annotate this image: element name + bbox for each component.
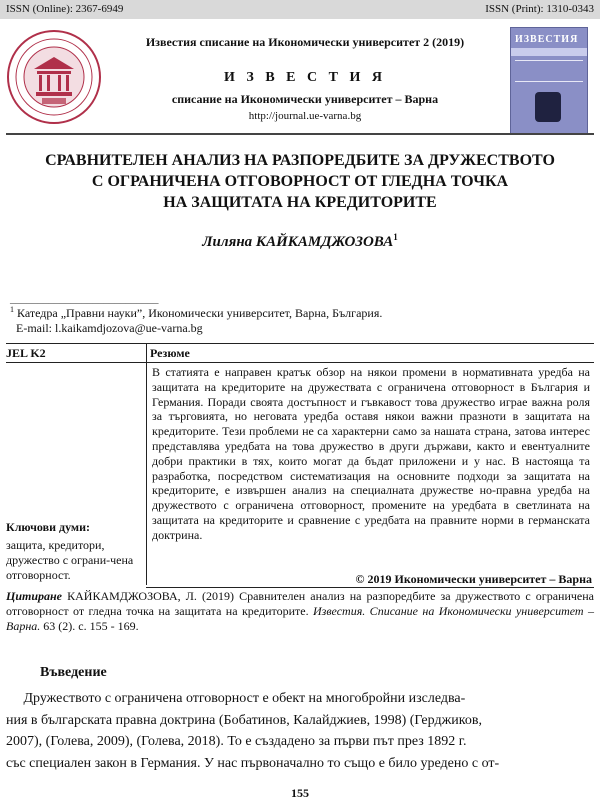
footnote-number: 1: [10, 305, 14, 314]
body-text: [6, 688, 594, 774]
article-title: [20, 150, 580, 213]
body-line-2: ния в българската правна доктрина (Бобатинов, Калайджиев, 1998) (Герджиков,: [6, 712, 482, 728]
cover-band: [511, 48, 587, 56]
abstract-text: В статията е направен кратък обзор на някои промени в нормативната уредба на защитата на кредиторите на дружествата с ограничена отговорност в България и Германия. Поради своята достъпност и гъвкавост това дружество играе важна роля за търговията, но неговата уредба оставя някои важни празноти в защитата на кредиторите. Тези проблеми не са характерни само за нашата страна, затова интерес представлява уредбата на това дружество в други държави, както и евентуалните добри практики в тях, които могат да бъдат приложени и у нас. В настояща та разработка, посредством систематизация на основните подходи за защитата на кредиторите, е извършен анализ на специалната дружестве но-правна уредба на дружеството с ограничена отговорност, промените на уредбата в светлината на защитата на кредиторите и сравнение с уредбата на правните норми в германската доктрина.: [152, 365, 590, 542]
abstract-bottom-rule: [146, 587, 594, 588]
journal-issue-line: Известия списание на Икономически университет 2 (2019): [145, 35, 465, 49]
body-line-4: със специален закон в Германия. У нас първоначално то също е било уредено с от-: [6, 755, 500, 771]
title-line-1: СРАВНИТЕЛЕН АНАЛИЗ НА РАЗПОРЕДБИТЕ ЗА ДРУЖЕСТВОТО: [45, 152, 555, 169]
footnote-email[interactable]: E-mail: l.kaikamdjozova@ue-varna.bg: [16, 321, 203, 335]
journal-url[interactable]: http://journal.ue-varna.bg: [248, 110, 362, 122]
cover-lines: [515, 60, 583, 82]
issn-online: ISSN (Online): 2367-6949: [6, 3, 124, 15]
author-text: Лиляна КАЙКАМДЖОЗОВА: [202, 234, 394, 250]
header-rule: [6, 133, 594, 135]
footnote-separator: ___________________________: [10, 293, 159, 305]
issn-print: ISSN (Print): 1310-0343: [485, 3, 594, 15]
page-number: 155: [291, 786, 309, 800]
body-line-3: 2007), (Голева, 2009), (Голева, 2018). То е създадено за първи път през 1892 г.: [6, 734, 467, 749]
abstract-top-rule: [6, 343, 594, 344]
journal-name: И З В Е С Т И Я: [224, 70, 386, 85]
university-seal-logo: [6, 29, 102, 125]
keywords-label: Ключови думи:: [6, 520, 91, 534]
citation-label: Цитиране: [6, 589, 63, 603]
section-heading-introduction: Въведение: [40, 665, 107, 680]
footnote-affiliation: Катедра „Правни науки”, Икономически университет, Варна, България.: [14, 306, 383, 320]
cover-emblem-icon: [535, 92, 561, 122]
cover-title: ИЗВЕСТИЯ: [515, 34, 579, 45]
citation-tail: 63 (2). с. 155 - 169.: [40, 619, 139, 633]
copyright: © 2019 Икономически университет – Варна: [355, 572, 592, 586]
abstract-header-rule: [6, 362, 594, 363]
author-footnote-mark: 1: [393, 232, 398, 242]
abstract-label: Резюме: [150, 346, 190, 360]
abstract-column-divider: [146, 343, 147, 585]
author-name: [0, 232, 600, 251]
journal-cover-thumbnail: [510, 27, 588, 135]
journal-subtitle: списание на Икономически университет – Варна: [171, 92, 439, 106]
jel-code: JEL K2: [6, 346, 46, 360]
citation: [6, 589, 594, 634]
keywords: защита, кредитори, дружество с ограни-чена отговорност.: [6, 538, 134, 582]
citation-text: КАЙКАМДЖОЗОВА, Л. (2019) Сравнителен анализ на разпоредбите за дружеството с ограничена отговорност от гледна точка на защитата на кредиторите.: [6, 589, 594, 618]
title-line-2: С ОГРАНИЧЕНА ОТГОВОРНОСТ ОТ ГЛЕДНА ТОЧКА: [91, 173, 509, 190]
citation-journal: Известия. Списание на Икономически университет – Варна.: [6, 604, 595, 633]
title-line-3: НА ЗАЩИТАТА НА КРЕДИТОРИТЕ: [163, 194, 437, 211]
body-line-1: Дружеството с ограничена отговорност е обект на многобройни изследва-: [6, 691, 466, 706]
footnote: [10, 302, 590, 336]
issn-bar: [0, 0, 600, 19]
